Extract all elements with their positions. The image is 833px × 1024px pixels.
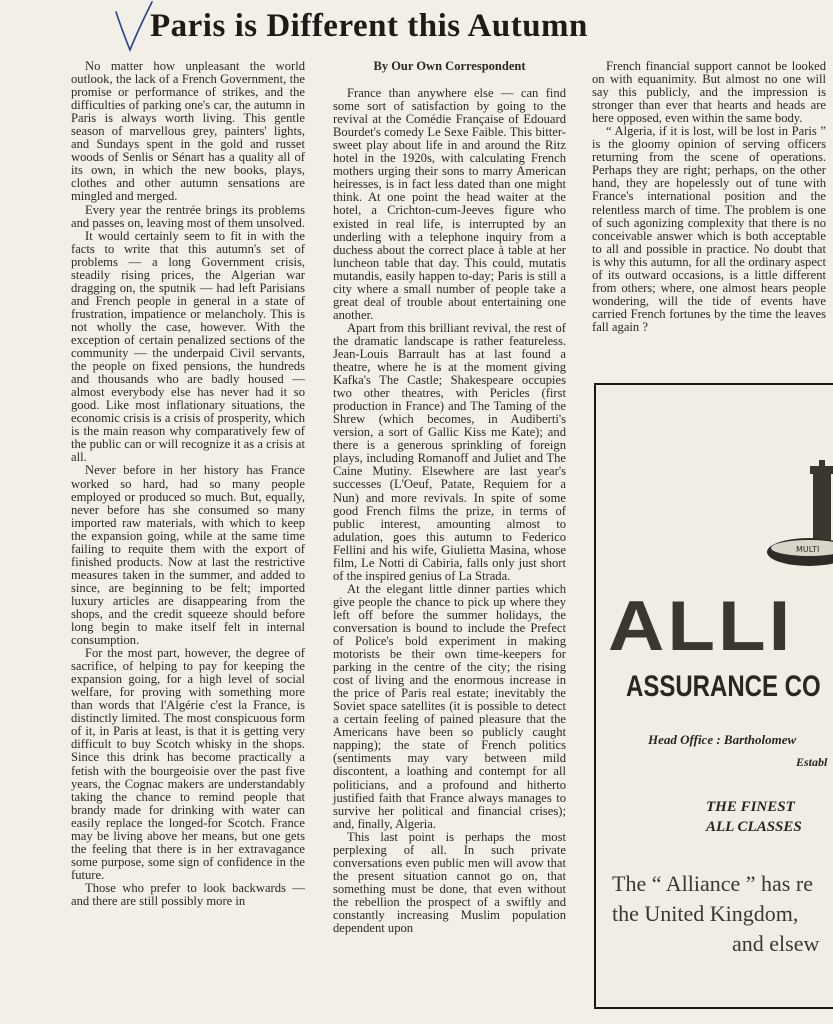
column-1-paragraph: For the most part, however, the degree of sacrifice, of helping to pay for keeping the expansion going, for a high level of social welfare, for proving with something more than words that l'Algérie c'est la France, is distinctly limited. The most conspicuous form of it, in Paris at least, is that it is getting very difficult to buy Scotch whisky in the shops. Since this drink has become practically a fetish with the bourgeoisie over the past five years, the Cognac makers are understandably taking the chance to remind people that brandy made for drinking with water can easily replace the longed-for Scotch. France may be living above her means, but one gets the feeling that there is in her extravagance some purpose, some sign of confidence in the future. <box>71 646 305 882</box>
column-2-paragraph: France than anywhere else — can find some sort of satisfaction by going to the revival at the Comédie Française of Edouard Bourdet's comedy Le Sexe Faible. This bitter-sweet play about life in and around the Ritz hotel in the 1920s, with calculating French mothers urging their sons to marry American heiresses, is in fact less dated than one might think. At one point the head waiter at the hotel, a Crichton-cum-Jeeves figure who existed in real life, is interrupted by an underling with a telephone inquiry from a duchess about the correct place à table at her luncheon table that day. This could, mutatis mutandis, easily happen to-day; Paris is still a city where a small number of people take a great deal of trouble about entertaining one another. <box>333 86 566 322</box>
column-2-body <box>333 87 566 935</box>
tower-label: MULTI <box>796 545 820 554</box>
advert-finest-heading <box>706 797 802 837</box>
advert-body <box>612 869 819 959</box>
column-2-paragraph: Apart from this brilliant revival, the rest of the dramatic landscape is rather featureless. Jean-Louis Barrault has at last found a theatre, where he is at the moment giving Kafka's The Castle; Shakespeare occupies two other theatres, with Pericles (first production in France) and The Taming of the Shrew (which becomes, in Audiberti's version, a sort of Gallic Kiss me Kate); and there is a generous sprinkling of foreign plays, including Romanoff and Juliet and The Caine Mutiny. Elsewhere are last year's successes (L'Oeuf, Patate, Requiem for a Nun) and more revivals. In spite of some good French films the prize, in terms of public interest, amounting almost to adulation, goes this autumn to Federico Fellini and his wife, Giulietta Masina, whose film, Le Notti di Cabiria, falls only just short of the inspired genius of La Strada. <box>333 320 566 583</box>
column-2-paragraph: This last point is perhaps the most perplexing of all. In such private conversations even public men will avow that the present situation cannot go on, that something must be done, that even without the rebellion the prospect of a swiftly and constantly increasing Muslim population dependent upon <box>333 829 566 936</box>
column-3-paragraph: “ Algeria, if it is lost, will be lost in Paris ” is the gloomy opinion of serving officers returning from the scene of operations. Perhaps they are right; perhaps, on the other hand, they are hopelessly out of tune with France's international position and the relentless march of time. The problem is one of such agonizing complexity that there is no conceivable answer which is both acceptable to all and possible in practice. No doubt that is why this autumn, for all the ordinary aspect of its outward occasions, is a little different from others; where, one almost hears people wondering, will the tide of events have carried French fortunes by the time the leaves fall again ? <box>592 124 826 334</box>
column-1-paragraph: Those who prefer to look backwards — and there are still possibly more in <box>71 880 305 908</box>
advert-body-line-3: and elsew <box>732 931 820 956</box>
alliance-assurance-advert <box>594 383 833 1009</box>
article-column-3 <box>592 60 826 334</box>
article-headline: Paris is Different this Autumn <box>150 8 588 44</box>
advert-subtitle: ASSURANCE CO <box>626 670 821 703</box>
column-2-paragraph: At the elegant little dinner parties which give people the chance to pick up where they left off before the summer holidays, the conversation is bound to include the Prefect of Police's bold experiment in making motorists be their own time-keepers for parking in the centre of the city; the rising cost of living and the enormous increase in the price of Paris real estate; inevitably the Soviet space satellites (it is possible to detect a certain feeling of pained pleasure that the Americans have been so publicly caught napping); the state of French politics (sentiments may vary between mild discontent, a loathing and contempt for all politicians, and a profound and hitherto justified faith that France always manages to survive her political and financial crises); and, finally, Algeria. <box>333 581 566 831</box>
column-1-paragraph: It would certainly seem to fit in with the facts to write that this autumn's set of problems — a long Government crisis, steadily rising prices, the Algerian war dragging on, the sputnik — had left Parisians and French people in general in a state of frustration, impatience or melancholy. This is not wholly the case, however. With the exception of certain penalized sections of the community — the underpaid Civil servants, the people on fixed pensions, the hundreds and thousands who are badly housed — almost everybody else has never had it so good. Like most inflationary situations, the economic crisis is a crisis of prosperity, which is the main reason why comparatively few of the public can or will recognize it as a crisis at all. <box>71 228 305 465</box>
column-1-paragraph: Every year the rentrée brings its problems and passes on, leaving most of them unsolved. <box>71 202 305 230</box>
article-column-2 <box>333 60 566 935</box>
advert-brand-name: ALLI <box>608 585 794 666</box>
advert-body-line-1: The “ Alliance ” has re <box>612 871 813 896</box>
article-column-1 <box>71 60 305 908</box>
advert-body-line-2: the United Kingdom, <box>612 901 799 926</box>
advert-established: Establ <box>796 755 828 769</box>
advert-finest-line-1: THE FINEST <box>706 799 795 815</box>
tower-logo-icon <box>761 460 833 580</box>
advert-head-office: Head Office : Bartholomew <box>648 732 797 747</box>
byline: By Our Own Correspondent <box>373 59 526 73</box>
advert-finest-line-2: ALL CLASSES <box>706 819 802 835</box>
column-1-paragraph: Never before in her history has France worked so hard, had so many people employed or produced so much. But, equally, never before has she consumed so many imported raw materials, with which to keep the expansion going, while at the same time failing to requite them with the export of finished products. Now at last the restrictive measures taken in the summer, and added to since, are beginning to be felt; imported luxury articles are disappearing from the shops, and the credit squeeze should before long begin to make itself felt in internal consumption. <box>71 463 305 648</box>
column-3-paragraph: French financial support cannot be looked on with equanimity. But almost no one will say this publicly, and the impression is stronger than ever that hearts and heads are here opposed, even within the same body. <box>592 59 826 126</box>
column-1-paragraph: No matter how unpleasant the world outlook, the lack of a French Government, the promise or performance of strikes, and the difficulties of parking one's car, the autumn in Paris is always worth living. This gentle season of marvellous grey, painters' lights, and Sundays spent in the gold and russet woods of Senlis or Sénart has a quality all of its own, in which the new books, plays, clothes and other autumn sensations are mingled and merged. <box>71 59 305 204</box>
